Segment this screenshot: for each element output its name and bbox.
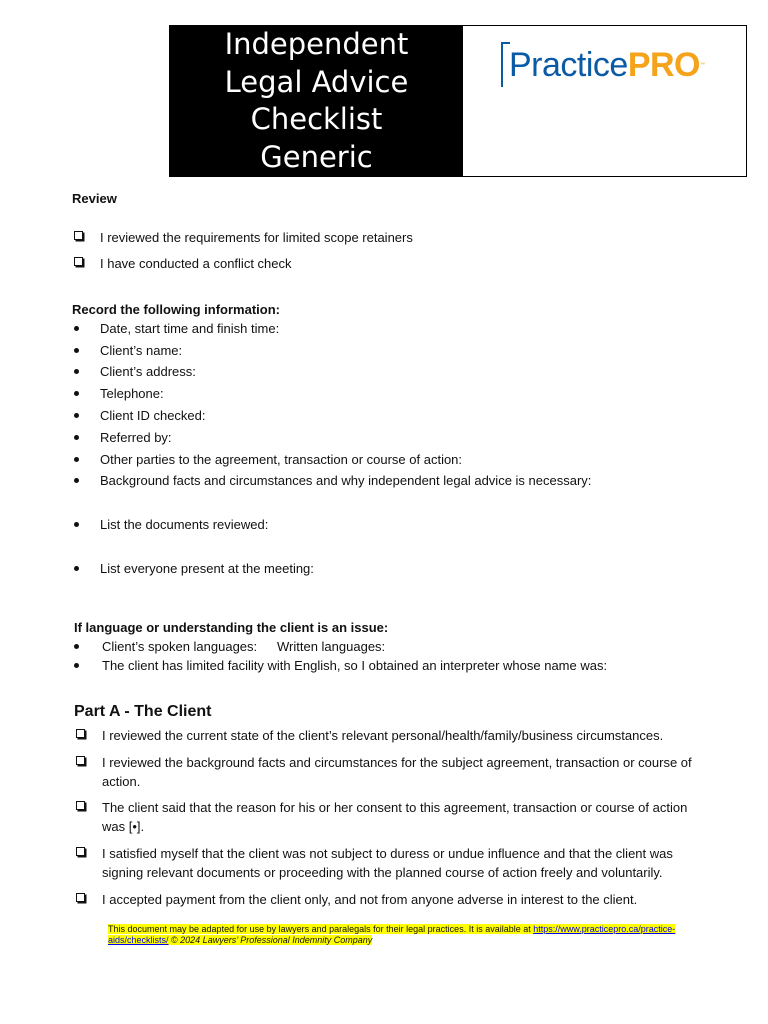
title-line: Generic (260, 139, 373, 174)
record-item: Referred by: (100, 430, 172, 445)
bullet-icon (74, 566, 79, 571)
record-item: List the documents reviewed: (100, 517, 269, 532)
record-item: Client’s name: (100, 343, 183, 358)
review-heading: Review (72, 191, 117, 206)
bullet-icon (74, 369, 79, 374)
checkbox-part-a-1[interactable] (76, 729, 85, 738)
title-line: Independent (224, 27, 409, 61)
bullet-icon (74, 457, 79, 462)
bullet-icon (74, 391, 79, 396)
footer-link-continued[interactable]: aids/checklists/ (108, 935, 169, 945)
logo-pro-text: PRO (627, 46, 701, 84)
part-a-item: The client said that the reason for his or her consent to this agreement, transaction or course of action (102, 800, 688, 815)
part-a-item: I reviewed the current state of the client’s relevant personal/health/family/business circumstances. (102, 728, 664, 743)
part-a-item-continued: action. (102, 774, 141, 789)
record-item: Telephone: (100, 386, 164, 401)
record-item: Date, start time and finish time: (100, 321, 280, 336)
spoken-languages-label: Client’s spoken languages: (102, 639, 258, 654)
record-item: Other parties to the agreement, transaction or course of action: (100, 452, 463, 467)
written-languages-label: Written languages: (277, 639, 386, 654)
bullet-icon (74, 326, 79, 331)
bullet-icon (74, 522, 79, 527)
title-line: Legal Advice (224, 64, 409, 99)
checkbox-part-a-5[interactable] (76, 893, 85, 902)
bullet-icon (74, 435, 79, 440)
part-a-heading: Part A - The Client (74, 703, 212, 720)
part-a-item-continued: was [•]. (102, 819, 145, 834)
checkbox-limited-scope[interactable] (74, 231, 83, 240)
document-title (170, 26, 463, 176)
checkbox-part-a-2[interactable] (76, 756, 85, 765)
record-item: Background facts and circumstances and why independent legal advice is necessary: (100, 473, 592, 488)
title-line: Checklist (250, 102, 383, 136)
footer-copyright: © 2024 Lawyers’ Professional Indemnity Company (168, 935, 373, 945)
logo-trademark: ™ (700, 62, 705, 68)
footer-text: This document may be adapted for use by lawyers and paralegals for their legal practices. It is available at (108, 924, 534, 934)
record-item: Client’s address: (100, 364, 196, 379)
part-a-item: I satisfied myself that the client was not subject to duress or undue influence and that the client was (102, 846, 673, 861)
bullet-icon (74, 644, 79, 649)
review-item: I reviewed the requirements for limited scope retainers (100, 230, 413, 245)
record-item: Client ID checked: (100, 408, 206, 423)
part-a-item: I accepted payment from the client only, and not from anyone adverse in interest to the client. (102, 892, 638, 907)
bullet-icon (74, 413, 79, 418)
record-heading: Record the following information: (72, 302, 280, 317)
bullet-icon (74, 348, 79, 353)
footer-link[interactable]: https://www.practicepro.ca/practice- (533, 924, 676, 934)
language-heading: If language or understanding the client is an issue: (74, 620, 389, 635)
checkbox-conflict-check[interactable] (74, 257, 83, 266)
review-item: I have conducted a conflict check (100, 256, 292, 271)
checkbox-part-a-4[interactable] (76, 847, 85, 856)
interpreter-item: The client has limited facility with English, so I obtained an interpreter whose name was: (102, 658, 608, 673)
bullet-icon (74, 478, 79, 483)
footer-notice (108, 924, 742, 946)
checkbox-part-a-3[interactable] (76, 801, 85, 810)
record-item: List everyone present at the meeting: (100, 561, 314, 576)
part-a-item: I reviewed the background facts and circumstances for the subject agreement, transaction or course of (102, 755, 692, 770)
bullet-icon (74, 663, 79, 668)
logo-practice-text: Practice (509, 46, 628, 84)
part-a-item-continued: signing relevant documents or proceeding with the planned course of action freely and voluntarily. (102, 865, 663, 880)
header-box (169, 25, 747, 177)
